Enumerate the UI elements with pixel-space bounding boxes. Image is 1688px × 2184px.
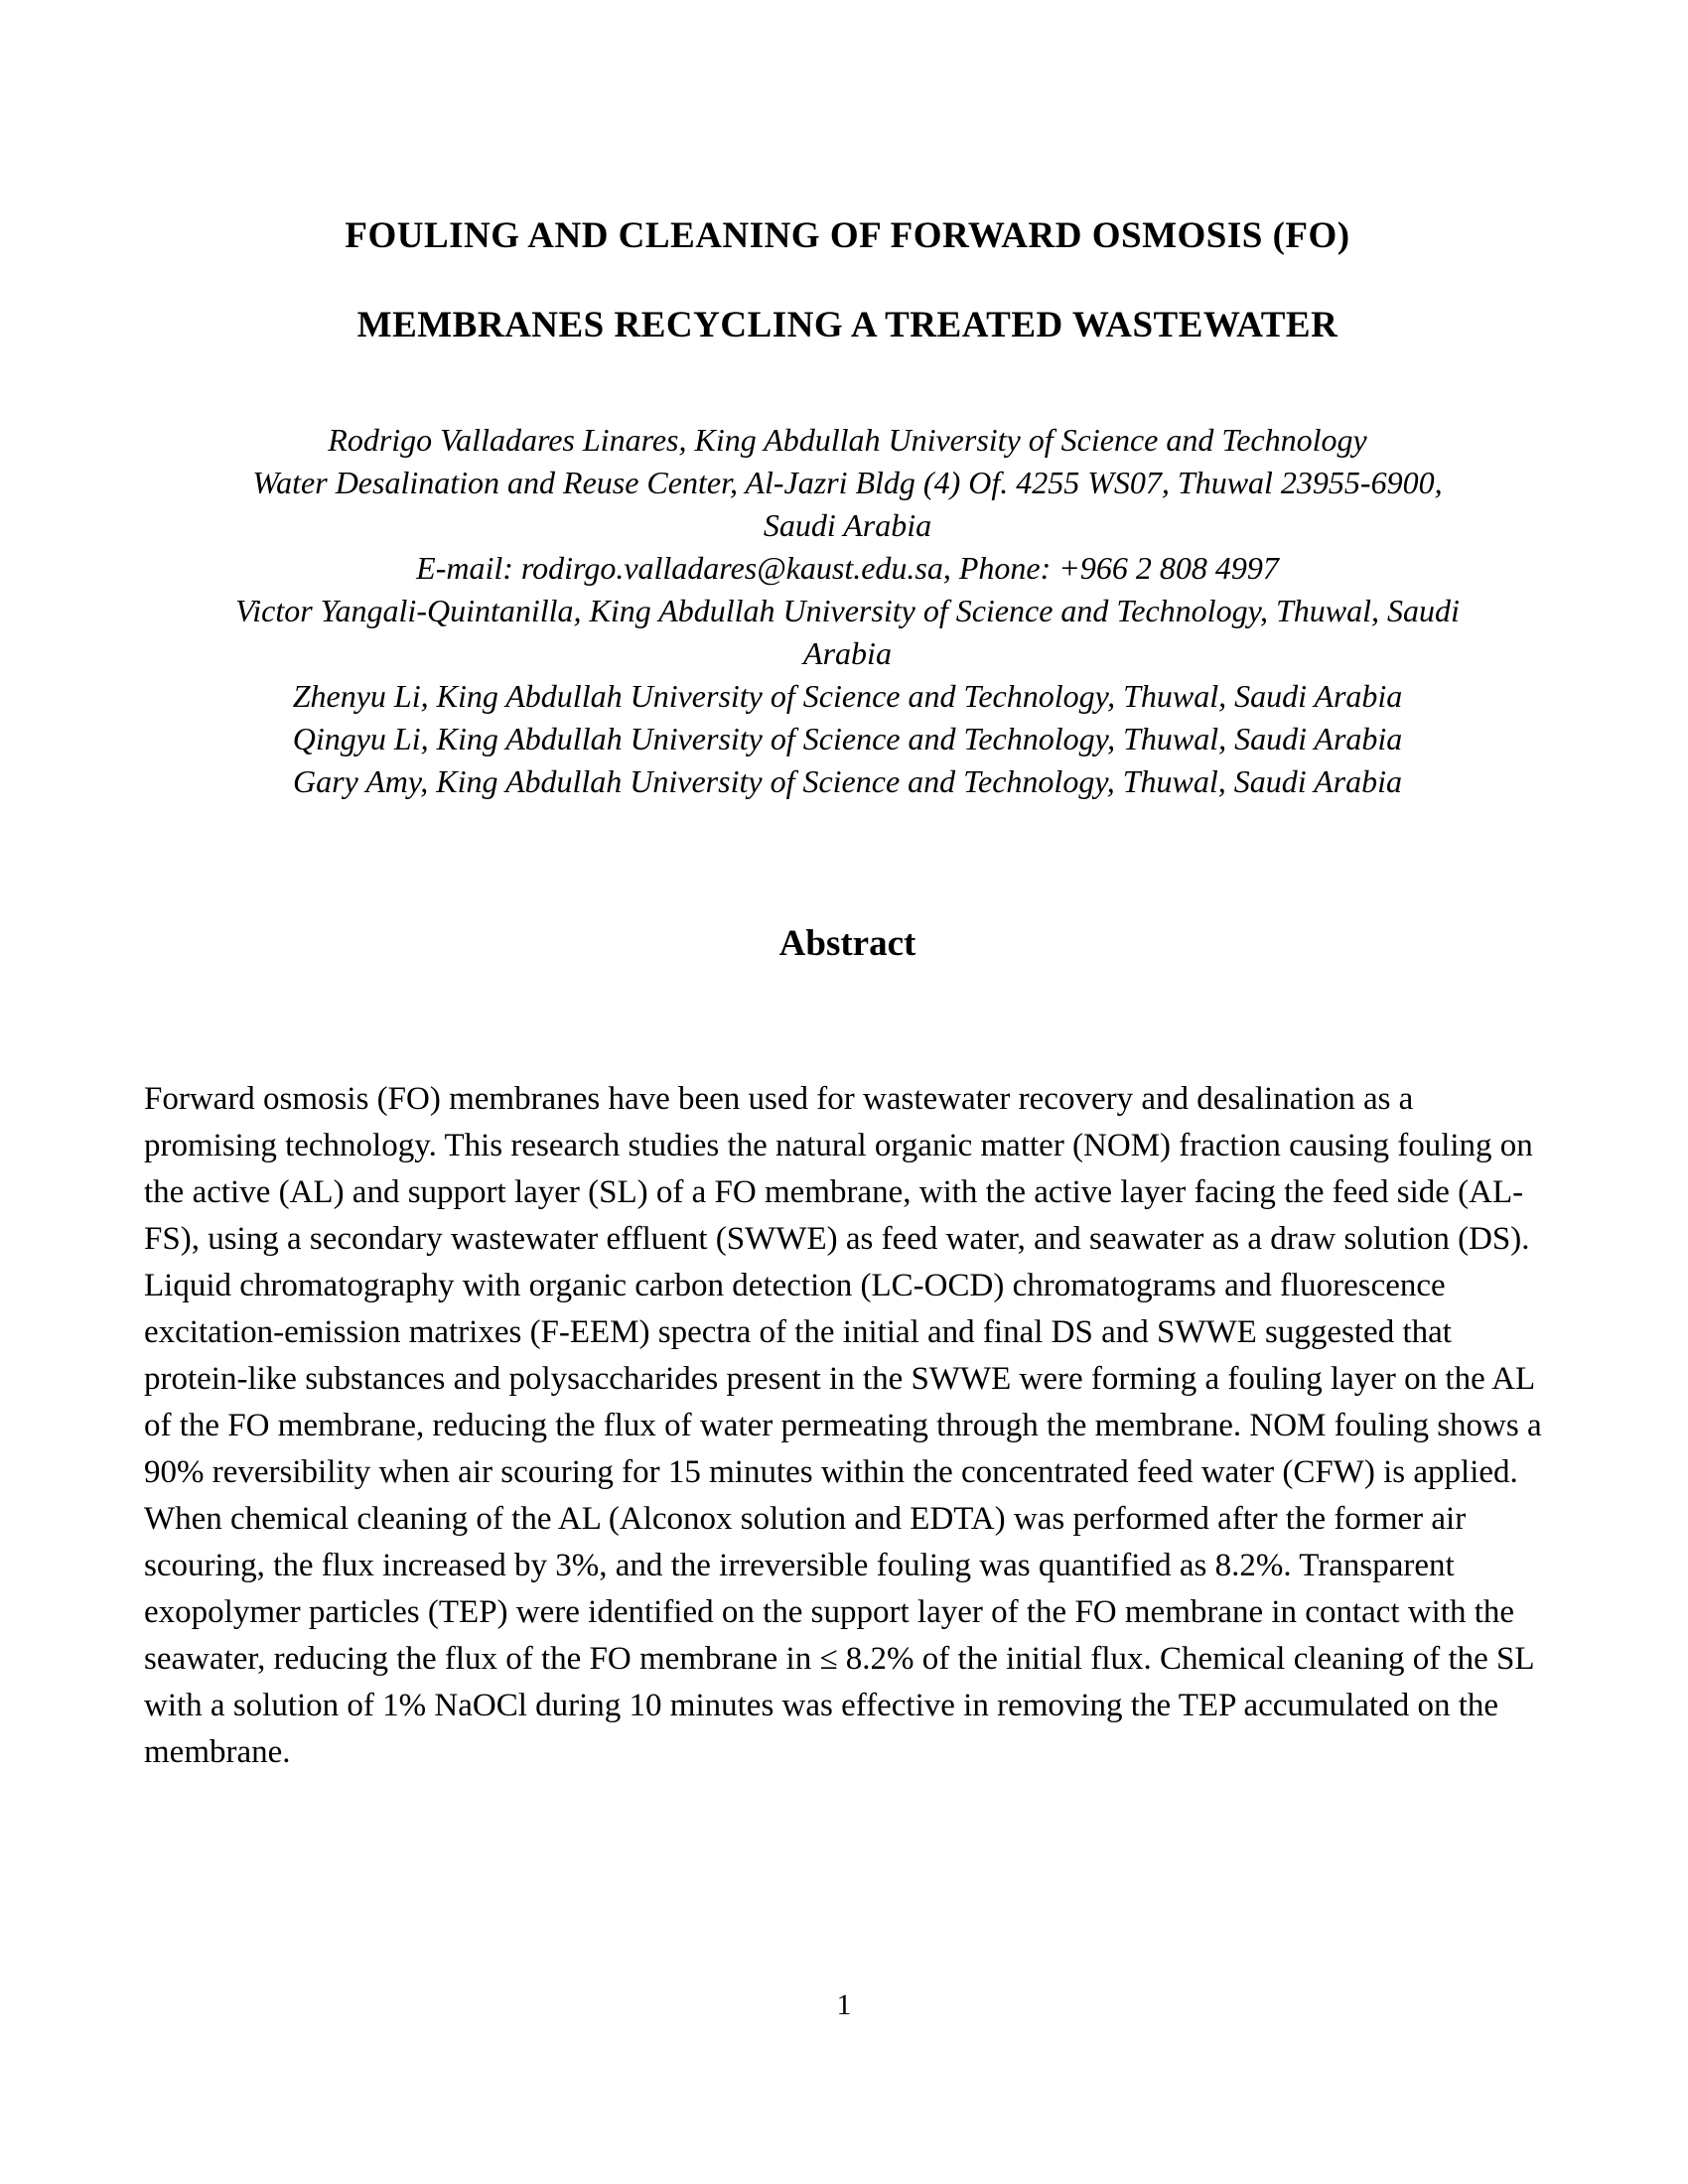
author-line: E-mail: rodirgo.valladares@kaust.edu.sa, Phone: +966 2 808 4997 xyxy=(416,550,1279,586)
abstract-heading: Abstract xyxy=(778,923,916,964)
author-line: Water Desalination and Reuse Center, Al-Jazri Bldg (4) Of. 4255 WS07, Thuwal 23955-6900, xyxy=(252,465,1443,500)
author-line: Gary Amy, King Abdullah University of Science and Technology, Thuwal, Saudi Arabia xyxy=(293,763,1402,799)
page-content xyxy=(144,216,1551,1776)
author-line: Zhenyu Li, King Abdullah University of Science and Technology, Thuwal, Saudi Arabia xyxy=(292,678,1403,714)
author-line: Victor Yangali-Quintanilla, King Abdullah University of Science and Technology, Thuwal, Saudi xyxy=(235,593,1460,628)
paper-title-line-2: MEMBRANES RECYCLING A TREATED WASTEWATER xyxy=(356,305,1338,345)
author-line: Rodrigo Valladares Linares, King Abdullah University of Science and Technology xyxy=(328,422,1367,458)
author-line: Saudi Arabia xyxy=(763,507,932,543)
author-line: Qingyu Li, King Abdullah University of Science and Technology, Thuwal, Saudi Arabia xyxy=(292,721,1403,756)
page-number: 1 xyxy=(836,1988,852,2021)
author-affiliation-block xyxy=(144,419,1551,803)
author-line: Arabia xyxy=(803,635,892,671)
abstract-paragraph: Forward osmosis (FO) membranes have been used for wastewater recovery and desalination as a promising technology. This research studies the natural organic matter (NOM) fraction causing fouling on the active (AL) and support layer (SL) of a FO membrane, with the active layer facing the feed side (AL-FS), using a secondary wastewater effluent (SWWE) as feed water, and seawater as a draw solution (DS). Liquid chromatography with organic carbon detection (LC-OCD) chromatograms and fluorescence excitation-emission matrixes (F-EEM) spectra of the initial and final DS and SWWE suggested that protein-like substances and polysaccharides present in the SWWE were forming a fouling layer on the AL of the FO membrane, reducing the flux of water permeating through the membrane. NOM fouling shows a 90% reversibility when air scouring for 15 minutes within the concentrated feed water (CFW) is applied. When chemical cleaning of the AL (Alconox solution and EDTA) was performed after the former air scouring, the flux increased by 3%, and the irreversible fouling was quantified as 8.2%. Transparent exopolymer particles (TEP) were identified on the support layer of the FO membrane in contact with the seawater, reducing the flux of the FO membrane in ≤ 8.2% of the initial flux. Chemical cleaning of the SL with a solution of 1% NaOCl during 10 minutes was effective in removing the TEP accumulated on the membrane. xyxy=(144,1081,1542,1770)
paper-title-line-1: FOULING AND CLEANING OF FORWARD OSMOSIS (FO) xyxy=(345,215,1350,256)
